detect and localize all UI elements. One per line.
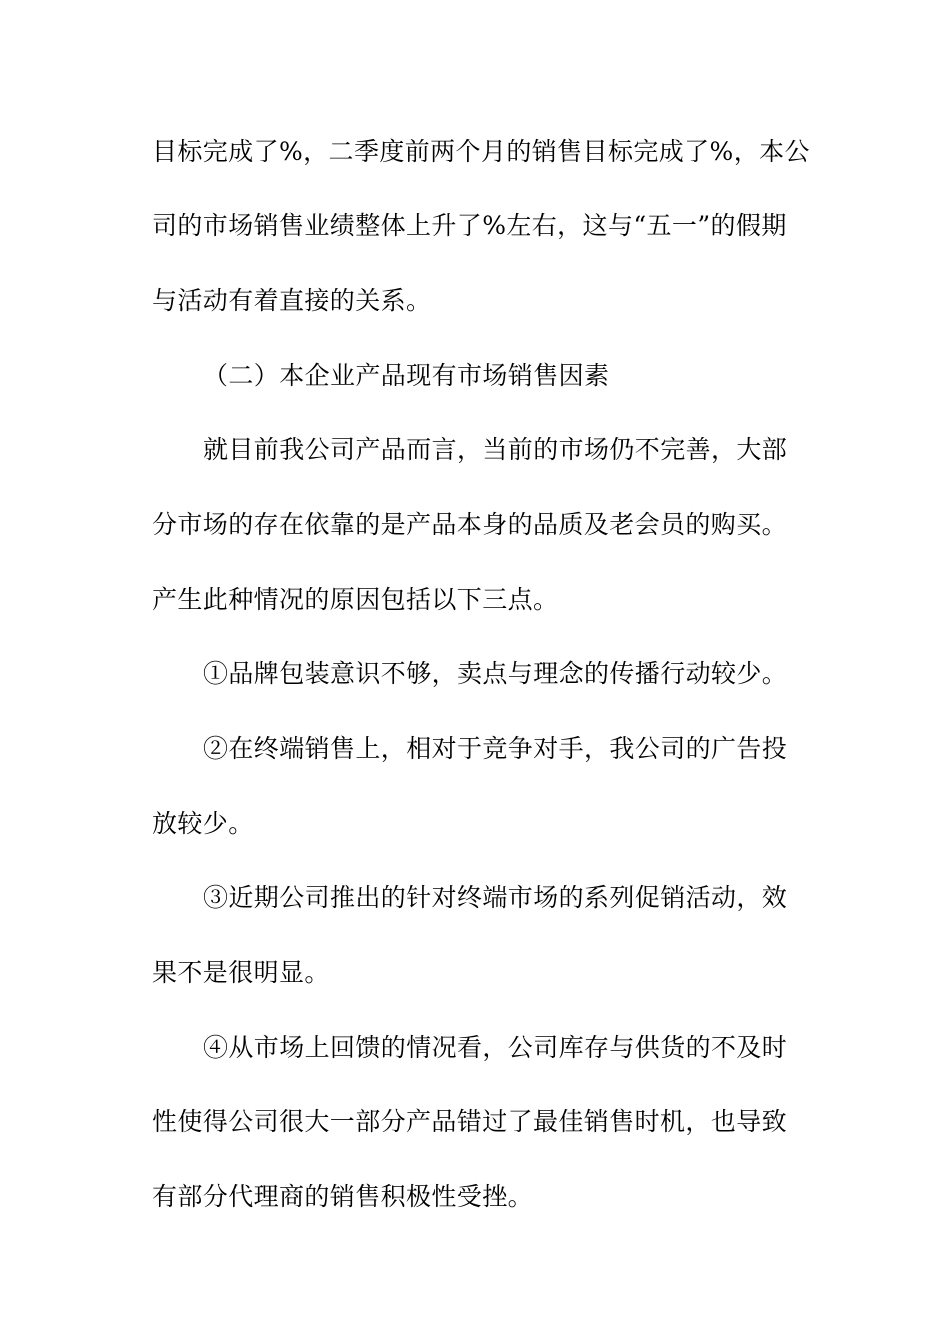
list-item-line: 性使得公司很大一部分产品错过了最佳销售时机，也导致 — [152, 1107, 788, 1136]
paragraph-line: 就目前我公司产品而言，当前的市场仍不完善，大部 — [203, 435, 788, 464]
paragraph-line: 司的市场销售业绩整体上升了%左右，这与“五一”的假期 — [152, 211, 787, 240]
paragraph-line: 分市场的存在依靠的是产品本身的品质及老会员的购买。 — [152, 510, 788, 539]
list-item-line: 有部分代理商的销售积极性受挫。 — [152, 1182, 534, 1211]
list-item-line: ③近期公司推出的针对终端市场的系列促销活动，效 — [203, 883, 788, 912]
section-heading: （二）本企业产品现有市场销售因素 — [203, 361, 610, 390]
list-item-line: ②在终端销售上，相对于竞争对手，我公司的广告投 — [203, 734, 788, 763]
paragraph-line: 产生此种情况的原因包括以下三点。 — [152, 585, 559, 614]
paragraph-line: 与活动有着直接的关系。 — [152, 286, 432, 315]
list-item-line: 果不是很明显。 — [152, 958, 330, 987]
list-item-line: ①品牌包装意识不够，卖点与理念的传播行动较少。 — [203, 659, 788, 688]
list-item-line: 放较少。 — [152, 809, 254, 838]
paragraph-line: 目标完成了%，二季度前两个月的销售目标完成了%，本公 — [152, 137, 810, 166]
list-item-line: ④从市场上回馈的情况看，公司库存与供货的不及时 — [203, 1033, 788, 1062]
